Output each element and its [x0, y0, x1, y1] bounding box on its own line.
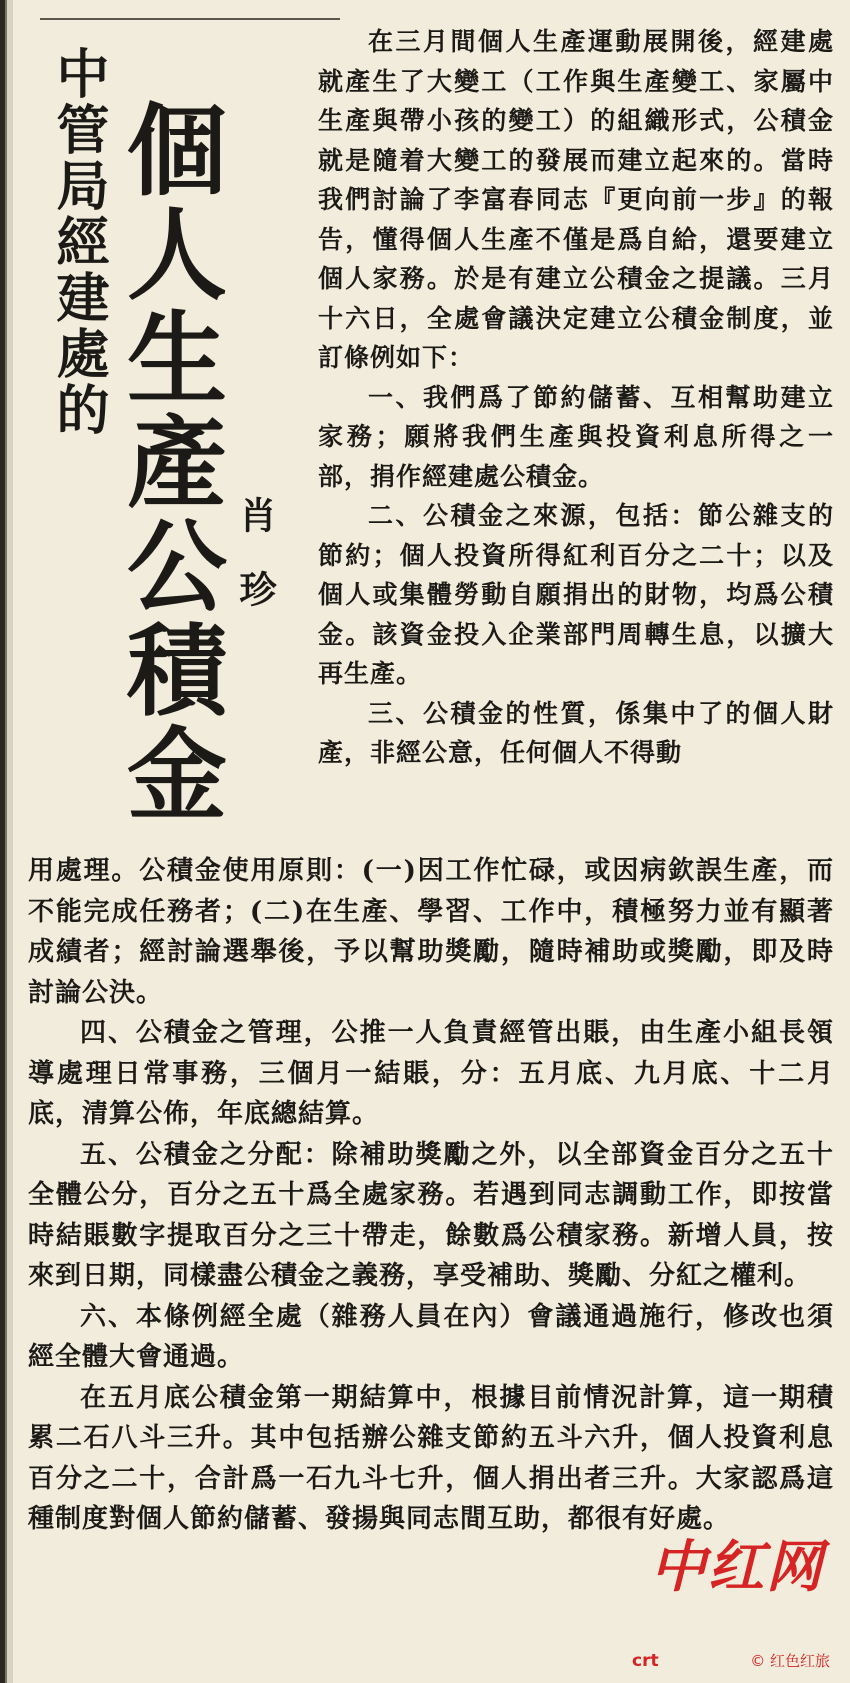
paragraph-rule-3-start: 三、公積金的性質，係集中了的個人財產，非經公意，任何個人不得動 [318, 698, 834, 767]
watermark-url: crt [632, 1651, 659, 1671]
top-divider-rule [40, 18, 340, 20]
paragraph-summary: 在五月底公積金第一期結算中，根據目前情況計算，這一期積累二石八斗三升。其中包括辦公雜支節約五斗六升，個人投資利息百分之二十，合計爲一石九斗七升，個人捐出者三升。大家認爲這種制度對個人節約儲蓄、發揚與同志間互助，都很有好處。 [28, 1382, 834, 1534]
paragraph-rule-4: 四、公積金之管理，公推一人負責經管出賬，由生產小組長領導處理日常事務，三個月一結賬，分：五月底、九月底、十二月底，清算公佈，年底總結算。 [28, 1018, 834, 1129]
bureau-heading: 中管局經建處的 [48, 46, 110, 438]
article-column-text [318, 22, 834, 773]
page-binding-edge [0, 0, 13, 1683]
paragraph-rule-2: 二、公積金之來源，包括：節公雜支的節約；個人投資所得紅利百分之二十；以及個人或集體勞動自願捐出的財物，均爲公積金。該資金投入企業部門周轉生息，以擴大再生產。 [318, 501, 834, 688]
paragraph-rule-6: 六、本條例經全處（雜務人員在內）會議通過施行，修改也須經全體大會通過。 [28, 1301, 834, 1372]
paragraph-rule-3-continued: 用處理。公積金使用原則：(一)因工作忙碌，或因病欽誤生產，而不能完成任務者；(二)在生產、學習、工作中，積極努力並有顯著成績者；經討論選舉後，予以幫助獎勵，隨時補助或獎勵，即及時討論公決。 [28, 856, 834, 1008]
watermark-logo: 中红网 [650, 1535, 824, 1600]
paragraph-rule-1: 一、我們爲了節約儲蓄、互相幫助建立家務；願將我們生產與投資利息所得之一部，捐作經建處公積金。 [318, 382, 834, 491]
site-watermark [588, 1523, 838, 1671]
paragraph-intro: 在三月間個人生產運動展開後，經建處就產生了大變工（工作與生產變工、家屬中生產與帶小孩的變工）的組織形式，公積金就是隨着大變工的發展而建立起來的。當時我們討論了李富春同志『更向前一步』的報告，懂得個人生產不僅是爲自給，還要建立個人家務。於是有建立公積金之提議。三月十六日，全處會議決定建立公積金制度，並訂條例如下： [318, 27, 834, 372]
article-full-width-text [28, 851, 834, 1540]
article-author: 肖 珍 [233, 496, 277, 619]
article-title: 個人生產公積金 [110, 98, 228, 826]
paragraph-rule-5: 五、公積金之分配：除補助獎勵之外，以全部資金百分之五十全體公分，百分之五十爲全處家務。若遇到同志調動工作，即按當時結賬數字提取百分之三十帶走，餘數爲公積家務。新增人員，按來到日期，同樣盡公積金之義務，享受補助、獎勵、分紅之權利。 [28, 1139, 834, 1291]
watermark-copyright: © 红色红旅 [750, 1652, 830, 1670]
